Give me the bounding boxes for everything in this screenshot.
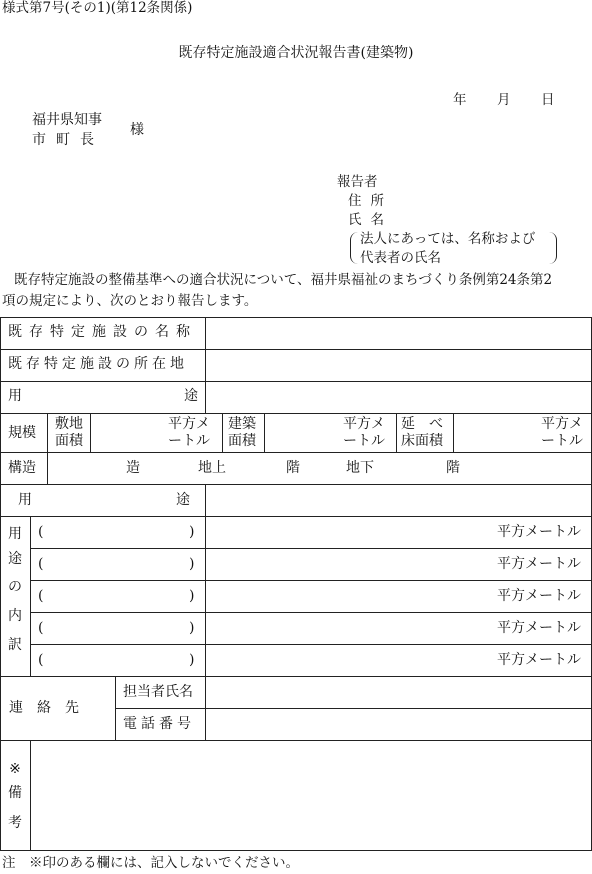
floor-area-unit-2: ートル (541, 433, 583, 449)
facility-location-label: 既存特定施設の所在地 (8, 356, 188, 372)
contact-person-label: 担当者氏名 (123, 684, 193, 700)
corp-note-line1: 法人にあっては、名称および (360, 231, 536, 247)
breakdown-unit: 平方メートル (497, 588, 581, 604)
form-number: 様式第7号(その1)(第12条関係) (2, 0, 193, 16)
floor-area-unit-1: 平方メ (541, 416, 583, 432)
use-field[interactable] (206, 382, 591, 413)
addressee-mayor: 市町長 (32, 132, 104, 148)
use-label-left: 用 (8, 388, 22, 404)
building-area-unit-1: 平方メ (343, 416, 385, 432)
breakdown-close-paren: ) (189, 652, 195, 668)
reporter-name-label: 氏名 (348, 212, 393, 228)
building-area-label-2: 面積 (228, 433, 256, 449)
corp-note-left-paren (350, 232, 359, 264)
scale-label: 規模 (8, 425, 36, 441)
body-text-line1: 既存特定施設の整備基準への適合状況について、福井県福祉のまちづくり条例第24条第2 (14, 272, 553, 288)
breakdown-unit: 平方メートル (497, 524, 581, 540)
date-day-label: 日 (541, 92, 555, 108)
floor-area-label-1: 延 べ (401, 416, 443, 432)
facility-name-label: 既存特定施設の名称 (8, 324, 197, 340)
building-area-label-1: 建築 (228, 416, 256, 432)
breakdown-close-paren: ) (189, 620, 195, 636)
building-area-unit-2: ートル (343, 433, 385, 449)
addressee-honorific: 様 (130, 122, 144, 138)
floor-area-label-2: 床面積 (401, 433, 443, 449)
breakdown-close-paren: ) (189, 556, 195, 572)
breakdown-close-paren: ) (189, 524, 195, 540)
breakdown-unit: 平方メートル (497, 620, 581, 636)
breakdown-unit: 平方メートル (497, 652, 581, 668)
structure-above-ground: 地上 (198, 460, 226, 476)
date-year-label: 年 (453, 92, 467, 108)
structure-zou: 造 (126, 460, 140, 476)
addressee-governor: 福井県知事 (32, 112, 102, 128)
structure-label: 構造 (8, 460, 36, 476)
structure-below-ground: 地下 (346, 460, 374, 476)
use-header-left: 用 (18, 492, 32, 508)
corp-note-right-paren (548, 232, 557, 264)
footnote: 注 ※印のある欄には、記入しないでください。 (2, 855, 299, 871)
site-area-unit-2: ートル (168, 433, 210, 449)
corp-note-line2: 代表者の氏名 (360, 250, 441, 266)
site-area-label-1: 敷地 (55, 416, 83, 432)
date-month-label: 月 (497, 92, 511, 108)
site-area-label-2: 面積 (55, 433, 83, 449)
site-area-unit-1: 平方メ (168, 416, 210, 432)
facility-location-field[interactable] (206, 350, 591, 381)
breakdown-open-paren: ( (38, 524, 44, 540)
remarks-field[interactable] (31, 741, 591, 850)
breakdown-close-paren: ) (189, 588, 195, 604)
contact-phone-field[interactable] (206, 709, 591, 740)
breakdown-open-paren: ( (38, 556, 44, 572)
contact-phone-label: 電話番号 (123, 716, 195, 732)
structure-floors-below: 階 (446, 460, 460, 476)
breakdown-vertical-label: 用 途 の 内 訳 (8, 526, 22, 653)
breakdown-open-paren: ( (38, 588, 44, 604)
contact-person-field[interactable] (206, 677, 591, 708)
reporter-address-label: 住所 (348, 193, 393, 209)
document-title: 既存特定施設適合状況報告書(建築物) (178, 45, 414, 61)
breakdown-open-paren: ( (38, 620, 44, 636)
use-header-right: 途 (176, 492, 190, 508)
breakdown-unit: 平方メートル (497, 556, 581, 572)
body-text-line2: 項の規定により、次のとおり報告します。 (2, 293, 258, 309)
structure-floors-above: 階 (286, 460, 300, 476)
remarks-vertical-label: ※ 備 考 (8, 761, 22, 831)
contact-label: 連 絡 先 (9, 700, 79, 716)
reporter-label: 報告者 (337, 174, 378, 190)
facility-name-field[interactable] (206, 318, 591, 349)
breakdown-open-paren: ( (38, 652, 44, 668)
use-label-right: 途 (184, 388, 198, 404)
